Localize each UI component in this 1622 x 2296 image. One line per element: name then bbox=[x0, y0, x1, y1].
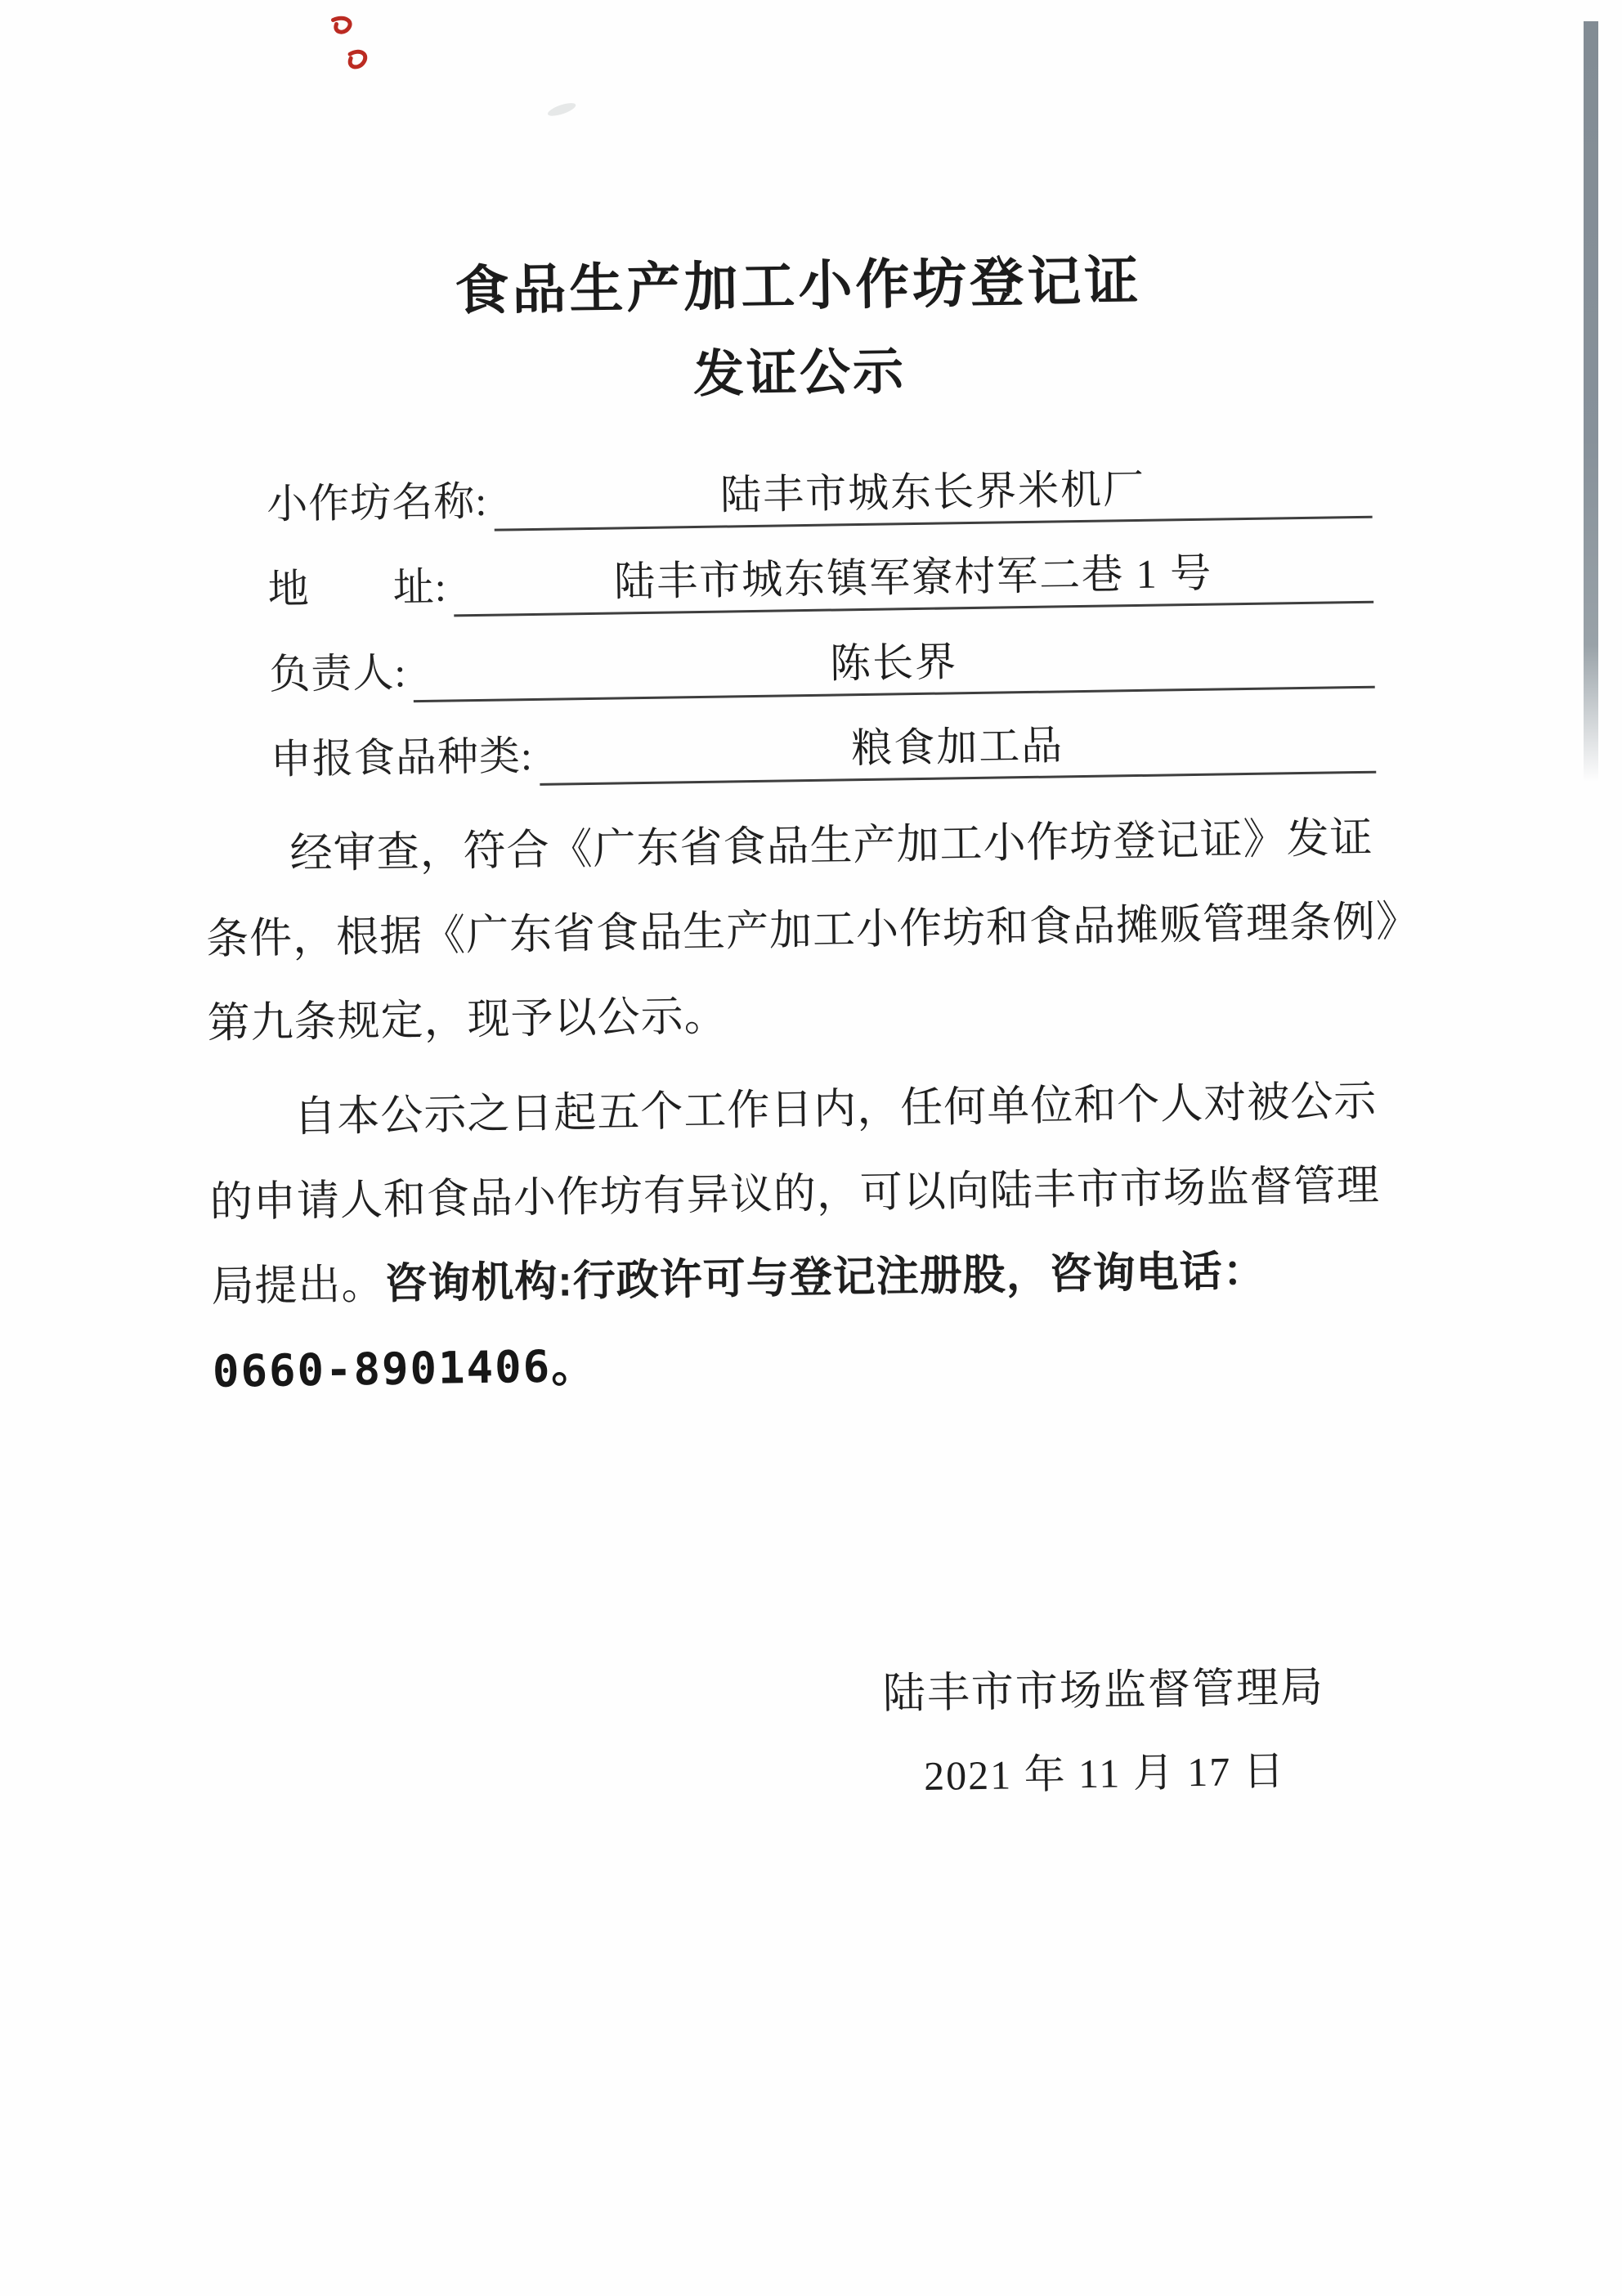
field-row-food-category bbox=[270, 705, 1376, 790]
field-label-person-in-charge: 负责人: bbox=[268, 649, 407, 697]
document-title: 食品生产加工小作坊登记证 bbox=[454, 249, 1142, 321]
paragraph-line: 第九条规定，现予以公示。 bbox=[207, 993, 728, 1047]
field-value-person-in-charge: 陈长界 bbox=[413, 623, 1375, 702]
field-label-workshop-name: 小作坊名称: bbox=[266, 478, 488, 527]
paragraph-review-result bbox=[204, 796, 1420, 1066]
paragraph-text-normal: 局提出。 bbox=[211, 1261, 385, 1311]
paragraph-line: 条件，根据《广东省食品生产加工小作坊和食品摊贩管理条例》 bbox=[205, 898, 1420, 963]
issue-date: 2021 年 11 月 17 日 bbox=[923, 1747, 1287, 1800]
paragraph-objection-notice bbox=[208, 1059, 1418, 1414]
field-value-address: 陆丰市城东镇军寮村军二巷 1 号 bbox=[453, 538, 1373, 617]
paragraph-line: 的申请人和食品小作坊有异议的，可以向陆丰市市场监督管理 bbox=[209, 1162, 1381, 1226]
issuing-authority: 陆丰市市场监督管理局 bbox=[882, 1664, 1325, 1718]
paragraph-line: 经审查，符合《广东省食品生产加工小作坊登记证》发证 bbox=[289, 814, 1373, 878]
field-label-address: 地 址: bbox=[267, 563, 448, 612]
document-subtitle: 发证公示 bbox=[692, 343, 907, 404]
field-row-address bbox=[267, 535, 1373, 620]
field-value-food-category: 粮食加工品 bbox=[539, 708, 1376, 786]
paragraph-line bbox=[211, 1227, 1417, 1330]
red-ink-mark bbox=[325, 13, 376, 84]
consultation-phone-number: 0660-8901406。 bbox=[212, 1339, 598, 1397]
consultation-info-bold: 咨询机构:行政许可与登记注册股，咨询电话： bbox=[384, 1247, 1267, 1308]
field-row-workshop-name bbox=[267, 450, 1373, 535]
paragraph-line: 自本公示之日起五个工作日内，任何单位和个人对被公示 bbox=[293, 1078, 1378, 1141]
field-label-food-category: 申报食品种类: bbox=[270, 732, 534, 783]
field-row-person-in-charge bbox=[269, 620, 1375, 705]
field-value-workshop-name: 陆丰市城东长界米机厂 bbox=[493, 453, 1372, 531]
scan-smudge bbox=[546, 101, 577, 119]
